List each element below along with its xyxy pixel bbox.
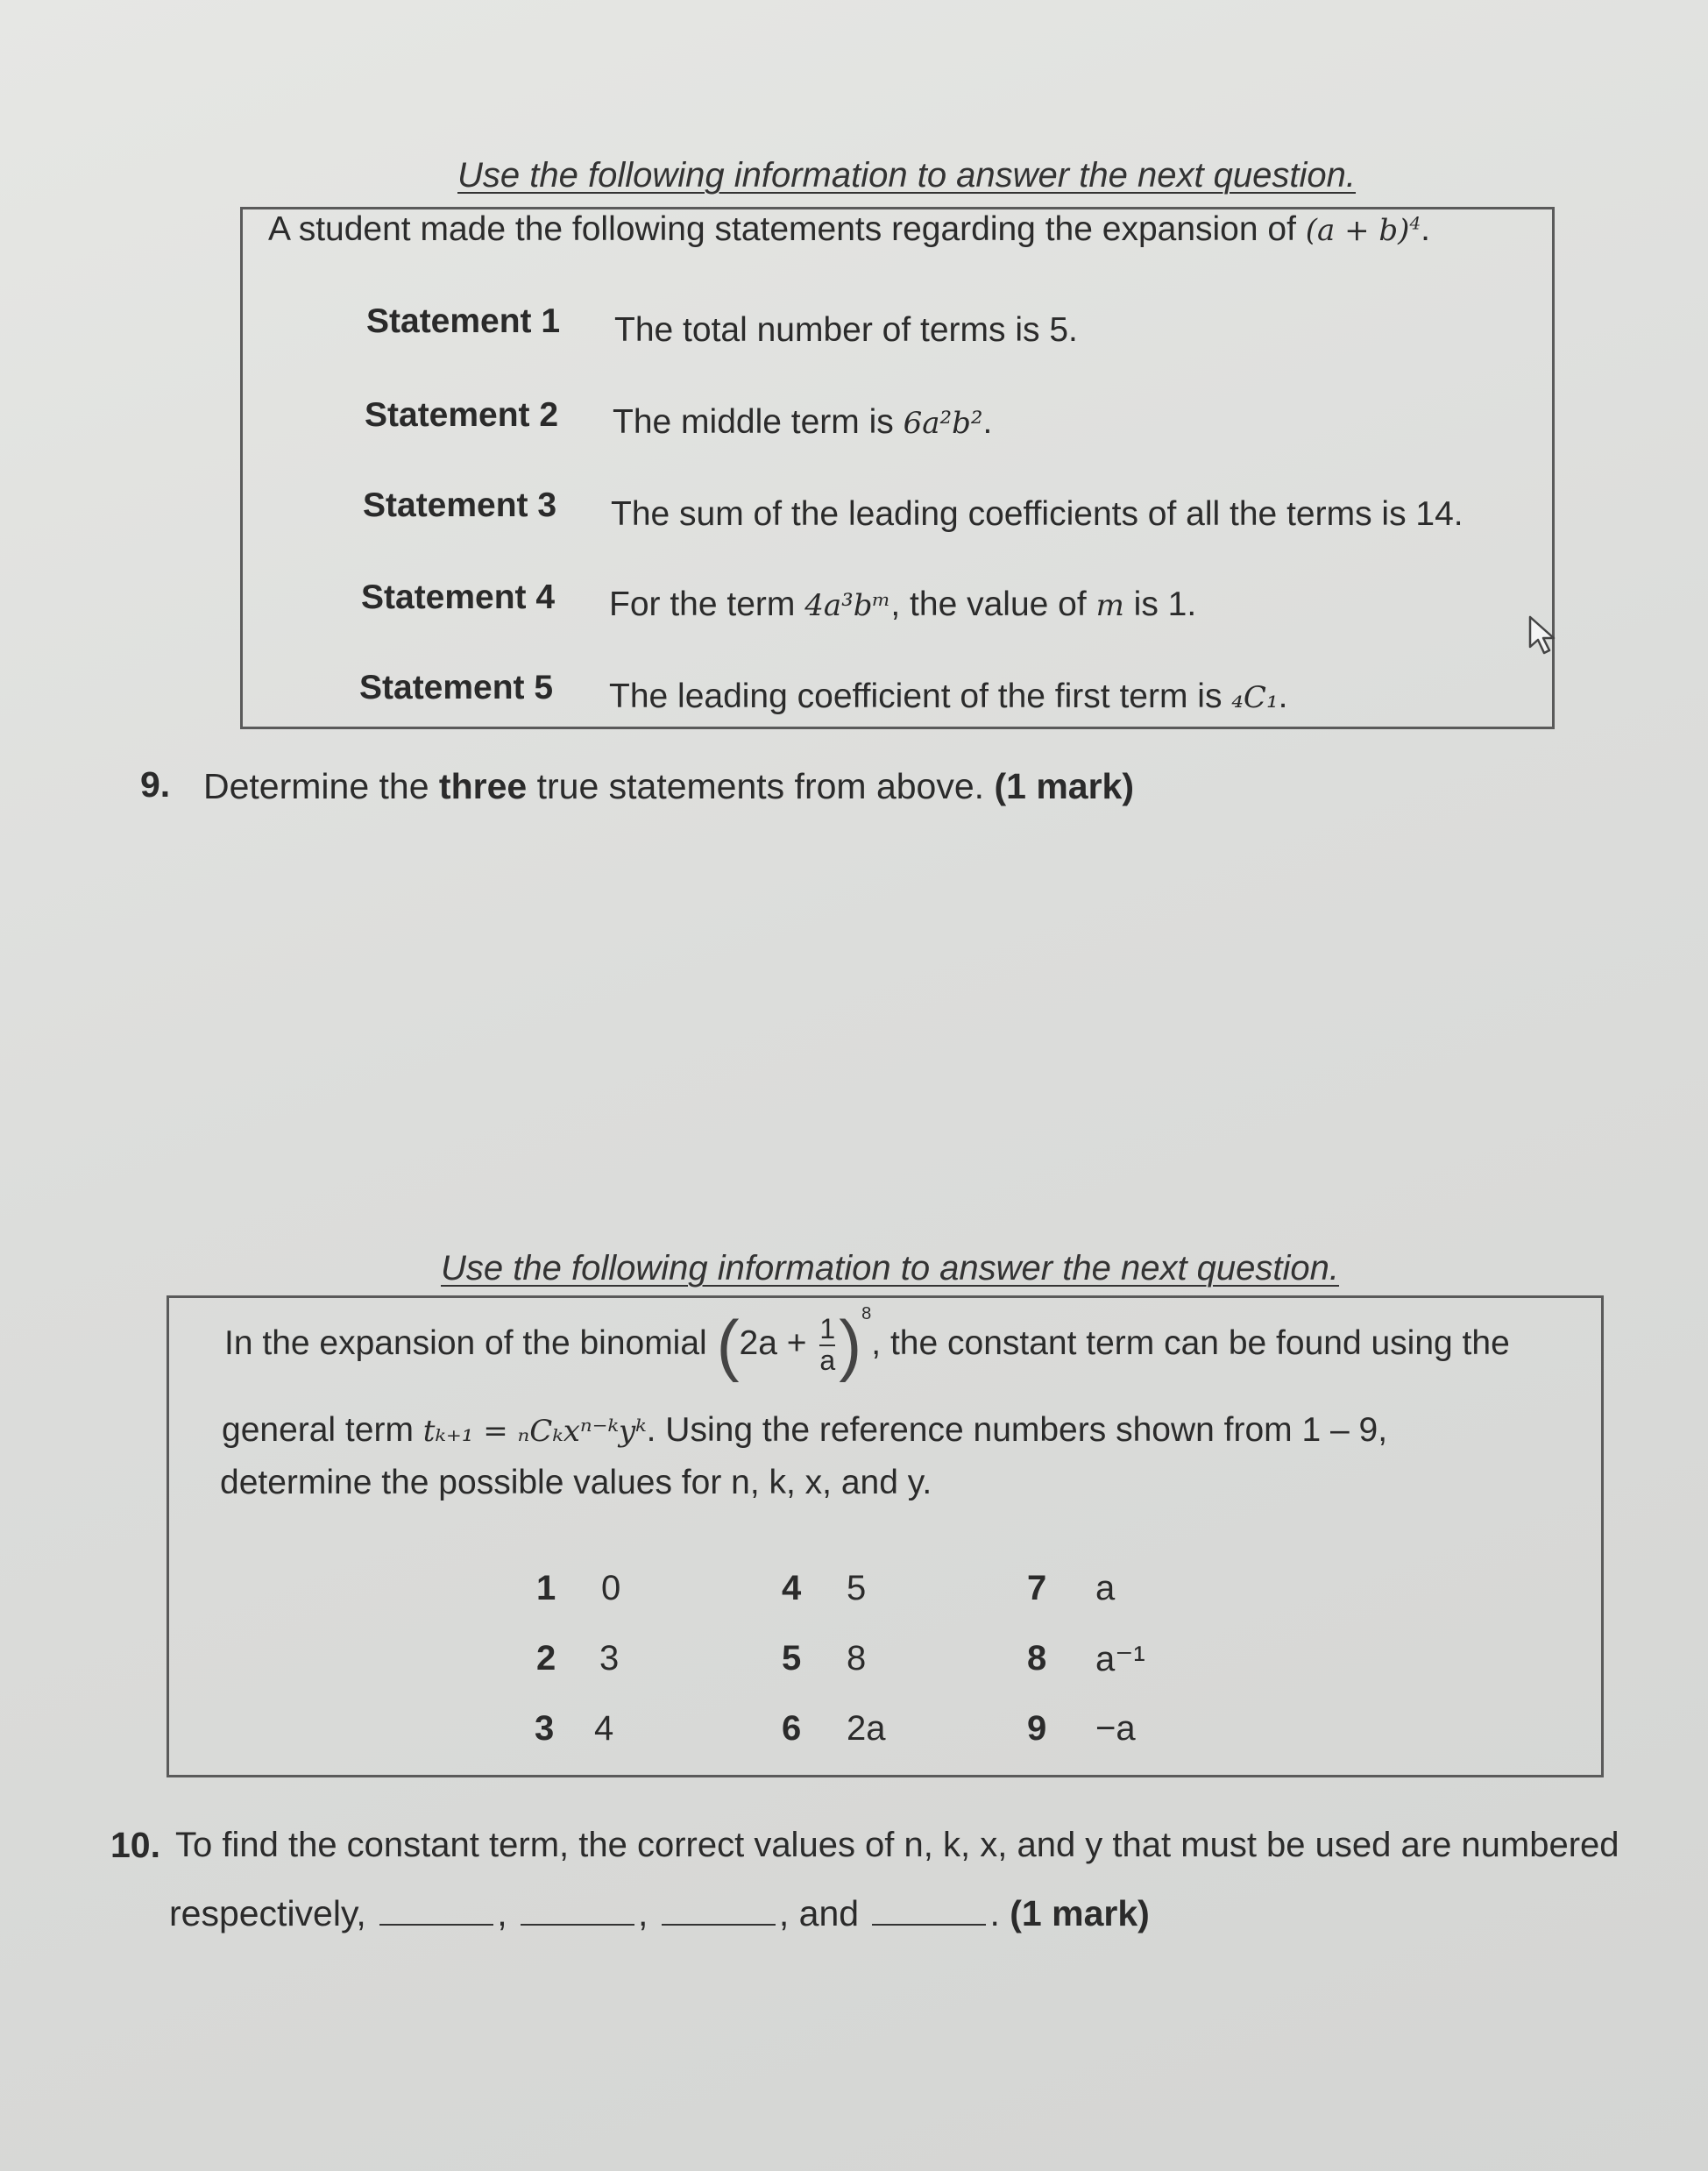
ref-value-2: 3 xyxy=(599,1639,620,1678)
info-header-1: Use the following information to answer the next question. xyxy=(457,156,1357,195)
statement-4-label: Statement 4 xyxy=(361,578,556,616)
statement-3-text: The sum of the leading coefficients of all the terms is 14. xyxy=(611,495,1463,533)
statements-intro: A student made the following statements regarding the expansion of $(a + b)^4$. xyxy=(268,210,1431,248)
ref-value-1: 0 xyxy=(601,1569,621,1607)
statement-4-text: For the term 4a³bᵐ, the value of m is 1. xyxy=(609,585,1197,623)
question-10-line-2: respectively, , , , and . (1 mark) xyxy=(169,1893,1150,1933)
answer-blank-n[interactable] xyxy=(379,1898,493,1926)
ref-number-7: 7 xyxy=(1027,1569,1047,1607)
statement-1-label: Statement 1 xyxy=(366,302,561,340)
ref-number-1: 1 xyxy=(536,1569,556,1607)
question-9-text: Determine the three true statements from above. (1 mark) xyxy=(203,766,1134,806)
question-9-number: 9. xyxy=(140,764,171,805)
ref-number-5: 5 xyxy=(782,1639,802,1678)
ref-value-8: a⁻¹ xyxy=(1095,1640,1145,1678)
ref-value-5: 8 xyxy=(847,1639,867,1678)
ref-number-4: 4 xyxy=(782,1569,802,1607)
statement-3-label: Statement 3 xyxy=(363,486,557,524)
intro-expression: $(a + b)^4$ xyxy=(1305,212,1421,248)
answer-blank-y[interactable] xyxy=(872,1898,986,1926)
ref-number-3: 3 xyxy=(535,1709,555,1748)
question-10-number: 10. xyxy=(110,1825,160,1865)
statement-2-text: The middle term is 6a²b². xyxy=(613,403,993,441)
info-header-2: Use the following information to answer the next question. xyxy=(441,1249,1340,1288)
ref-value-7: a xyxy=(1095,1569,1116,1607)
ref-value-4: 5 xyxy=(847,1569,867,1607)
ref-value-3: 4 xyxy=(594,1709,614,1748)
ref-number-8: 8 xyxy=(1027,1639,1047,1678)
binomial-line-2: general term tₖ₊₁ = ₙCₖxⁿ⁻ᵏyᵏ. Using the reference numbers shown from 1 – 9, xyxy=(222,1411,1388,1449)
statement-2-label: Statement 2 xyxy=(365,396,559,434)
mouse-pointer-icon xyxy=(1527,614,1562,657)
ref-number-9: 9 xyxy=(1027,1709,1047,1748)
ref-number-6: 6 xyxy=(782,1709,802,1748)
binomial-fraction: $\frac{1}{a}$ xyxy=(819,1313,836,1376)
ref-value-6: 2a xyxy=(847,1709,886,1748)
question-10-line-1: To find the constant term, the correct values of n, k, x, and y that must be used are numbered xyxy=(175,1826,1619,1864)
statements-box xyxy=(240,207,1555,729)
answer-blank-x[interactable] xyxy=(662,1898,776,1926)
ref-value-9: −a xyxy=(1095,1709,1136,1748)
statement-1-text: The total number of terms is 5. xyxy=(614,311,1078,349)
binomial-line-1: In the expansion of the binomial (2a + $\frac{1}{a}$ )$^8$, the constant term can be found using the xyxy=(224,1304,1510,1384)
answer-blank-k[interactable] xyxy=(521,1898,634,1926)
statement-5-text: The leading coefficient of the first term is ₄C₁. xyxy=(609,678,1288,715)
statement-5-label: Statement 5 xyxy=(359,669,554,706)
ref-number-2: 2 xyxy=(536,1639,556,1678)
binomial-line-3: determine the possible values for n, k, x, and y. xyxy=(220,1464,932,1501)
general-term-formula: tₖ₊₁ = ₙCₖxⁿ⁻ᵏyᵏ xyxy=(422,1414,647,1449)
